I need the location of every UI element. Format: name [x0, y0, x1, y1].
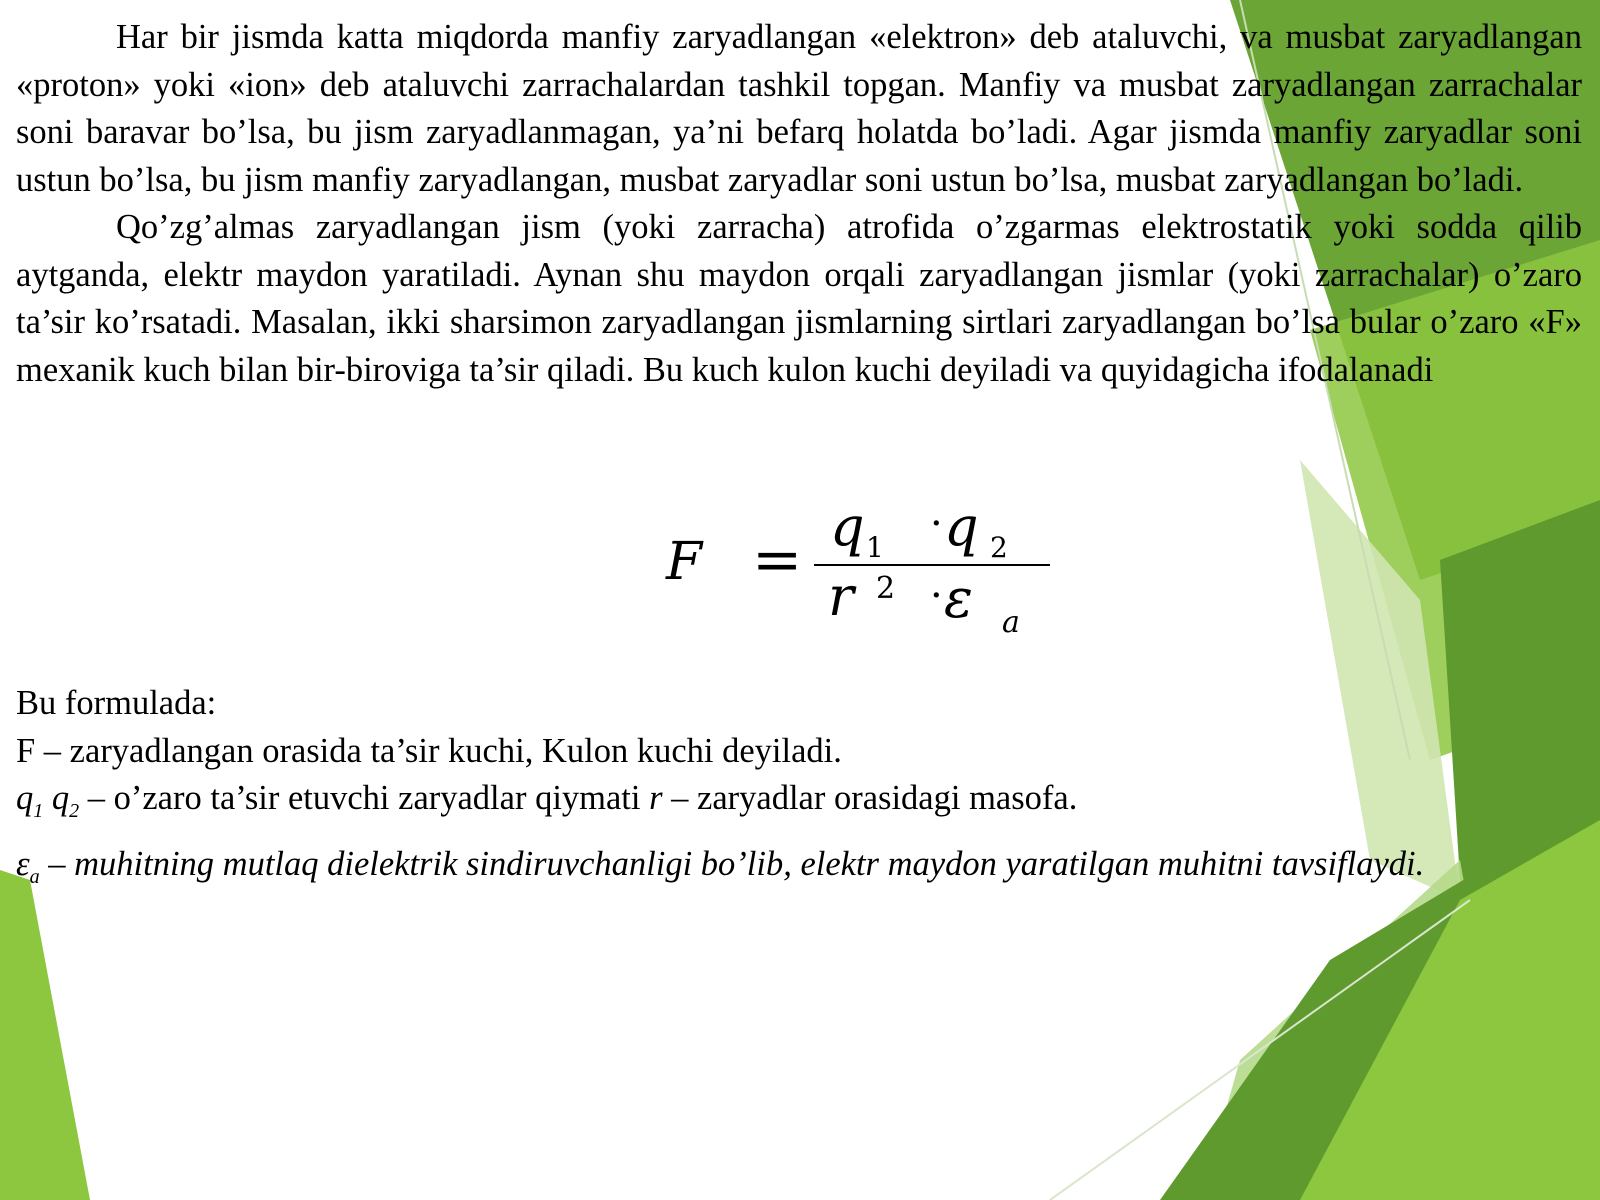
charge-symbol-q2: q	[51, 779, 70, 817]
formula-epsilon: ε	[944, 567, 973, 630]
paragraph-1: Har bir jismda katta miqdorda manfiy zaryadlangan «elektron» deb ataluvchi, va musbat zaryadlangan «proton» yoki «ion» deb ataluvchi zarrachalardan tashkil topgan. Manfiy va musbat zaryadlangan zarrachalar soni baravar bo’lsa, bu jism zaryadlanmagan, ya’ni befarq holatda bo’ladi. Agar jismda manfiy zaryadlar soni ustun bo’lsa, bu jism manfiy zaryadlangan, musbat zaryadlar soni ustun bo’lsa, musbat zaryadlangan bo’ladi.	[16, 18, 1582, 199]
formula-q2-subscript: 2	[990, 531, 1008, 564]
formula-dot-denominator: ·	[930, 573, 943, 619]
formula-r: r	[828, 565, 854, 628]
formula-dot-numerator: ·	[930, 501, 943, 547]
definitions-intro: Bu formulada:	[16, 684, 217, 722]
formula-q1: q	[830, 495, 865, 558]
definition-force: F – zaryadlangan orasida ta’sir kuchi, Kulon kuchi deyiladi.	[16, 731, 842, 770]
charge-subscript-2: 2	[69, 800, 80, 822]
permittivity-symbol: ε	[16, 844, 30, 883]
formula-q1-subscript: 1	[866, 531, 884, 564]
coulomb-formula	[660, 495, 1060, 650]
charge-symbol-q1: q	[16, 779, 34, 817]
slide-body	[16, 14, 1582, 394]
permittivity-definition-text: – muhitning mutlaq dielektrik sindiruvchanligi bo’lib, elektr maydon yaratilgan muhitni tavsiflaydi.	[39, 844, 1425, 883]
formula-equals: =	[752, 525, 803, 595]
formula-force: F	[666, 532, 703, 592]
formula-r-superscript: 2	[876, 571, 896, 606]
distance-symbol-r: r	[649, 779, 663, 817]
charge-definition-text: – o’zaro ta’sir etuvchi zaryadlar qiymati	[79, 779, 650, 817]
charge-subscript-1: 1	[33, 800, 44, 822]
green-shard-left	[0, 870, 90, 1200]
definition-charges	[16, 775, 1582, 836]
formula-q2: q	[944, 495, 979, 558]
paragraph-2: Qo’zg’almas zaryadlangan jism (yoki zarracha) atrofida o’zgarmas elektrostatik yoki sodda qilib aytganda, elektr maydon yaratiladi. Aynan shu maydon orqali zaryadlangan jismlar (yoki zarrachalar) o’zaro ta’sir ko’rsatadi. Masalan, ikki sharsimon zaryadlangan jismlarning sirtlari zaryadlangan bo’lsa bular o’zaro «F» mexanik kuch bilan bir-biroviga ta’sir qiladi. Bu kuch kulon kuchi deyiladi va quyidagicha ifodalanadi	[16, 208, 1582, 389]
definition-permittivity	[16, 836, 1582, 905]
formula-epsilon-subscript: a	[1002, 605, 1020, 640]
definitions	[16, 680, 1582, 905]
permittivity-subscript: a	[29, 865, 40, 888]
distance-definition-text: – zaryadlar orasidagi masofa.	[662, 779, 1078, 817]
